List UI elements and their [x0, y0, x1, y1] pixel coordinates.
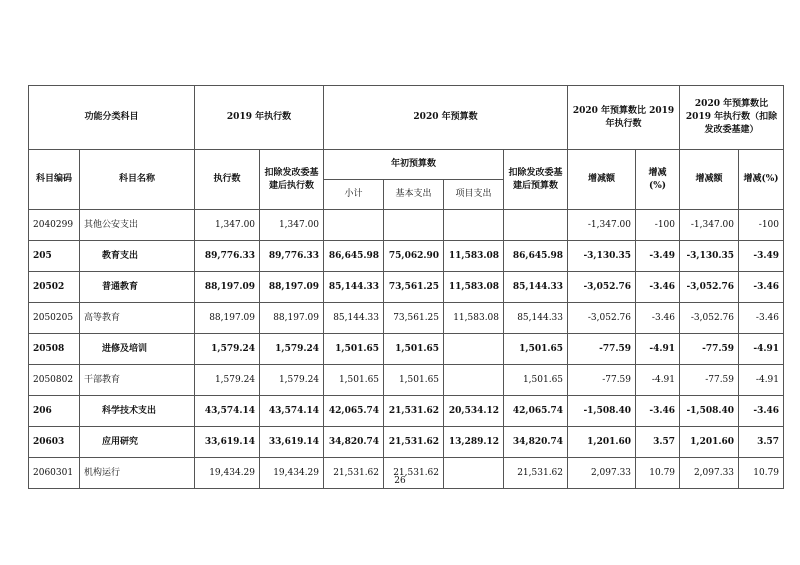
cell-exec: 1,347.00	[195, 210, 260, 241]
cell-name: 科学技术支出	[80, 396, 195, 427]
cell-name: 进修及培训	[80, 334, 195, 365]
table-row	[29, 334, 784, 365]
cell-project: 20,534.12	[444, 396, 504, 427]
cell-deduct-budget: 1,501.65	[504, 365, 568, 396]
cell-pct-1: -3.49	[636, 241, 680, 272]
table-row	[29, 396, 784, 427]
cell-code: 20603	[29, 427, 80, 458]
header-func-category: 功能分类科目	[29, 86, 195, 150]
cell-pct-1: -3.46	[636, 396, 680, 427]
table-row	[29, 272, 784, 303]
table-row	[29, 210, 784, 241]
page-number: 26	[394, 476, 406, 486]
header-row-2	[29, 150, 784, 180]
cell-exec: 1,579.24	[195, 365, 260, 396]
cell-name: 高等教育	[80, 303, 195, 334]
cell-deduct-exec: 1,579.24	[260, 334, 324, 365]
cell-code: 20508	[29, 334, 80, 365]
header-exec-2019: 2019 年执行数	[195, 86, 324, 150]
cell-change-1: -77.59	[568, 365, 636, 396]
cell-change-2: -3,130.35	[680, 241, 739, 272]
cell-subtotal: 1,501.65	[324, 334, 384, 365]
cell-pct-1: 3.57	[636, 427, 680, 458]
cell-change-2: -1,347.00	[680, 210, 739, 241]
cell-project: 11,583.08	[444, 303, 504, 334]
cell-code: 2050802	[29, 365, 80, 396]
cell-basic	[384, 210, 444, 241]
cell-name: 普通教育	[80, 272, 195, 303]
cell-deduct-budget: 42,065.74	[504, 396, 568, 427]
cell-pct-2: -3.46	[739, 396, 784, 427]
cell-pct-2: -3.46	[739, 303, 784, 334]
cell-basic: 73,561.25	[384, 272, 444, 303]
cell-deduct-exec: 88,197.09	[260, 303, 324, 334]
cell-change-1: -3,052.76	[568, 303, 636, 334]
cell-change-2: -77.59	[680, 365, 739, 396]
header-subtotal: 小计	[324, 180, 384, 210]
cell-deduct-budget: 86,645.98	[504, 241, 568, 272]
cell-code: 2040299	[29, 210, 80, 241]
cell-deduct-budget: 1,501.65	[504, 334, 568, 365]
cell-change-2: -1,508.40	[680, 396, 739, 427]
cell-subtotal: 21,531.62	[324, 458, 384, 489]
cell-change-1: -3,130.35	[568, 241, 636, 272]
cell-code: 2060301	[29, 458, 80, 489]
cell-change-1: -77.59	[568, 334, 636, 365]
cell-change-1: -1,508.40	[568, 396, 636, 427]
header-row-1	[29, 86, 784, 150]
cell-pct-1: -100	[636, 210, 680, 241]
cell-change-2: 2,097.33	[680, 458, 739, 489]
cell-deduct-exec: 43,574.14	[260, 396, 324, 427]
cell-exec: 1,579.24	[195, 334, 260, 365]
header-compare-deduct: 2020 年预算数比 2019 年执行数（扣除发改委基建）	[680, 86, 784, 150]
header-budget-2020: 2020 年预算数	[324, 86, 568, 150]
cell-name: 其他公安支出	[80, 210, 195, 241]
cell-pct-2: -3.46	[739, 272, 784, 303]
header-basic: 基本支出	[384, 180, 444, 210]
cell-code: 205	[29, 241, 80, 272]
cell-deduct-budget: 85,144.33	[504, 303, 568, 334]
cell-basic: 1,501.65	[384, 334, 444, 365]
cell-change-1: 1,201.60	[568, 427, 636, 458]
cell-project	[444, 210, 504, 241]
cell-deduct-exec: 88,197.09	[260, 272, 324, 303]
cell-pct-1: 10.79	[636, 458, 680, 489]
cell-pct-2: -100	[739, 210, 784, 241]
cell-name: 应用研究	[80, 427, 195, 458]
cell-change-2: -3,052.76	[680, 272, 739, 303]
cell-pct-1: -3.46	[636, 272, 680, 303]
cell-pct-2: -4.91	[739, 365, 784, 396]
budget-table	[28, 85, 784, 489]
header-change-2: 增减额	[680, 150, 739, 210]
cell-pct-2: -3.49	[739, 241, 784, 272]
cell-exec: 43,574.14	[195, 396, 260, 427]
cell-pct-1: -3.46	[636, 303, 680, 334]
cell-pct-2: -4.91	[739, 334, 784, 365]
cell-deduct-exec: 1,579.24	[260, 365, 324, 396]
cell-subtotal: 85,144.33	[324, 272, 384, 303]
cell-exec: 88,197.09	[195, 272, 260, 303]
cell-pct-1: -4.91	[636, 334, 680, 365]
cell-code: 2050205	[29, 303, 80, 334]
header-deduct-budget: 扣除发改委基建后预算数	[504, 150, 568, 210]
cell-basic: 21,531.62	[384, 427, 444, 458]
cell-subtotal: 34,820.74	[324, 427, 384, 458]
cell-deduct-exec: 1,347.00	[260, 210, 324, 241]
cell-project	[444, 365, 504, 396]
cell-deduct-exec: 33,619.14	[260, 427, 324, 458]
header-code: 科目编码	[29, 150, 80, 210]
cell-basic: 21,531.62	[384, 396, 444, 427]
table-row	[29, 303, 784, 334]
cell-exec: 88,197.09	[195, 303, 260, 334]
header-exec: 执行数	[195, 150, 260, 210]
cell-project: 11,583.08	[444, 241, 504, 272]
cell-deduct-budget: 34,820.74	[504, 427, 568, 458]
table-row	[29, 365, 784, 396]
cell-basic: 21,531.62	[384, 458, 444, 489]
table-row	[29, 427, 784, 458]
cell-deduct-exec: 89,776.33	[260, 241, 324, 272]
cell-exec: 89,776.33	[195, 241, 260, 272]
header-change-1: 增减额	[568, 150, 636, 210]
cell-project: 13,289.12	[444, 427, 504, 458]
header-pct-1: 增减(%)	[636, 150, 680, 210]
cell-subtotal: 42,065.74	[324, 396, 384, 427]
cell-pct-1: -4.91	[636, 365, 680, 396]
header-compare-exec: 2020 年预算数比 2019 年执行数	[568, 86, 680, 150]
cell-change-1: -1,347.00	[568, 210, 636, 241]
cell-project: 11,583.08	[444, 272, 504, 303]
cell-pct-2: 3.57	[739, 427, 784, 458]
cell-code: 20502	[29, 272, 80, 303]
cell-project	[444, 334, 504, 365]
header-deduct-exec: 扣除发改委基建后执行数	[260, 150, 324, 210]
table-row	[29, 241, 784, 272]
cell-exec: 19,434.29	[195, 458, 260, 489]
cell-basic: 73,561.25	[384, 303, 444, 334]
cell-exec: 33,619.14	[195, 427, 260, 458]
cell-deduct-exec: 19,434.29	[260, 458, 324, 489]
cell-subtotal: 86,645.98	[324, 241, 384, 272]
cell-change-2: -3,052.76	[680, 303, 739, 334]
cell-code: 206	[29, 396, 80, 427]
cell-subtotal: 85,144.33	[324, 303, 384, 334]
header-name: 科目名称	[80, 150, 195, 210]
header-project: 项目支出	[444, 180, 504, 210]
cell-basic: 75,062.90	[384, 241, 444, 272]
cell-change-2: -77.59	[680, 334, 739, 365]
cell-deduct-budget: 85,144.33	[504, 272, 568, 303]
cell-pct-2: 10.79	[739, 458, 784, 489]
cell-name: 干部教育	[80, 365, 195, 396]
cell-subtotal: 1,501.65	[324, 365, 384, 396]
cell-subtotal	[324, 210, 384, 241]
cell-name: 教育支出	[80, 241, 195, 272]
cell-deduct-budget: 21,531.62	[504, 458, 568, 489]
header-pct-2: 增减(%)	[739, 150, 784, 210]
cell-deduct-budget	[504, 210, 568, 241]
cell-change-1: 2,097.33	[568, 458, 636, 489]
cell-basic: 1,501.65	[384, 365, 444, 396]
cell-change-1: -3,052.76	[568, 272, 636, 303]
cell-change-2: 1,201.60	[680, 427, 739, 458]
cell-name: 机构运行	[80, 458, 195, 489]
header-initial-budget: 年初预算数	[324, 150, 504, 180]
